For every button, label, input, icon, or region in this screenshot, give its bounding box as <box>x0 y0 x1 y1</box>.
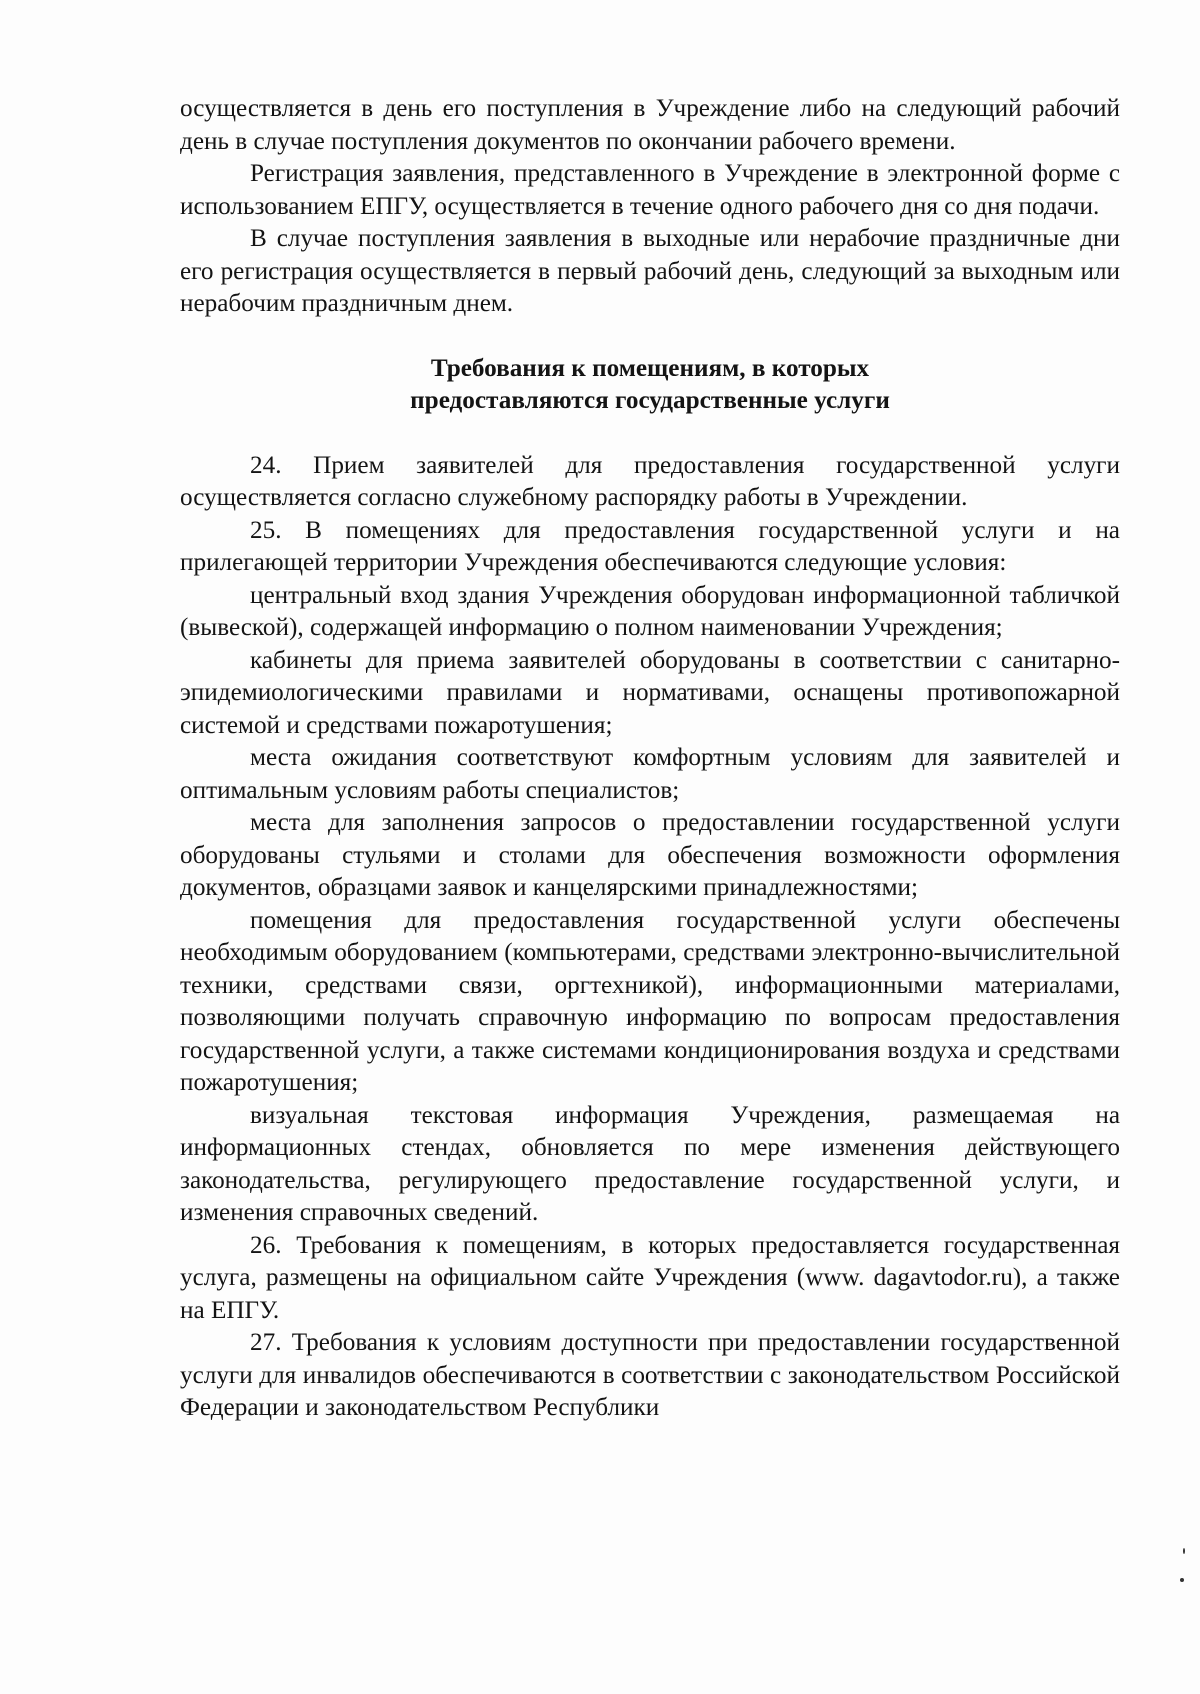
section-heading-line-1: Требования к помещениям, в которых <box>430 354 870 382</box>
paragraph-registration-day: осуществляется в день его поступления в Учреждение либо на следующий рабочий день в случае поступления документов по окончании рабочего времени. <box>180 95 1120 155</box>
item-25: 25. В помещениях для предоставления государственной услуги и на прилегающей территории Учреждения обеспечиваются следующие условия: <box>180 516 1120 576</box>
paragraph-holiday-registration: В случае поступления заявления в выходные или нерабочие праздничные дни его регистрация осуществляется в первый рабочий день, следующий за выходным или нерабочим праздничным днем. <box>180 225 1120 317</box>
scan-speck <box>1180 1578 1184 1582</box>
item-25-visual-info: визуальная текстовая информация Учреждения, размещаемая на информационных стендах, обновляется по мере изменения действующего законодательства, регулирующего предоставление государственной услуги, и изменения справочных сведений. <box>180 1101 1120 1226</box>
document-body <box>180 93 1120 1425</box>
item-25-waiting-areas: места ожидания соответствуют комфортным условиям для заявителей и оптимальным условиям работы специалистов; <box>180 744 1120 804</box>
item-25-form-areas: места для заполнения запросов о предоставлении государственной услуги оборудованы стульями и столами для обеспечения возможности оформления документов, образцами заявок и канцелярскими принадлежностями; <box>180 809 1120 901</box>
item-25-equipment: помещения для предоставления государственной услуги обеспечены необходимым оборудованием (компьютерами, средствами электронно-вычислительной техники, средствами связи, оргтехникой), информационными материалами, позволяющими получать справочную информацию по вопросам предоставления государственной услуги, а также системами кондиционирования воздуха и средствами пожаротушения; <box>180 906 1120 1096</box>
scan-speck <box>1183 1548 1185 1554</box>
item-25-entrance-sign: центральный вход здания Учреждения оборудован информационной табличкой (вывеской), содержащей информацию о полном наименовании Учреждения; <box>180 581 1120 641</box>
section-heading-line-2: предоставляются государственные услуги <box>410 387 890 414</box>
item-25-offices: кабинеты для приема заявителей оборудованы в соответствии с санитарно-эпидемиологическими правилами и нормативами, оснащены противопожарной системой и средствами пожаротушения; <box>180 646 1120 739</box>
item-27: 27. Требования к условиям доступности при предоставлении государственной услуги для инвалидов обеспечиваются в соответствии с законодательством Российской Федерации и законодательством Республики <box>180 1329 1120 1421</box>
item-26: 26. Требования к помещениям, в которых предоставляется государственная услуга, размещены на официальном сайте Учреждения (www. dagavtodor.ru), а также на ЕПГУ. <box>180 1231 1120 1324</box>
paragraph-electronic-registration: Регистрация заявления, представленного в Учреждение в электронной форме с использованием ЕПГУ, осуществляется в течение одного рабочего дня со дня подачи. <box>180 160 1120 220</box>
section-heading <box>180 353 1120 418</box>
item-24: 24. Прием заявителей для предоставления государственной услуги осуществляется согласно служебному распорядку работы в Учреждении. <box>180 451 1120 511</box>
